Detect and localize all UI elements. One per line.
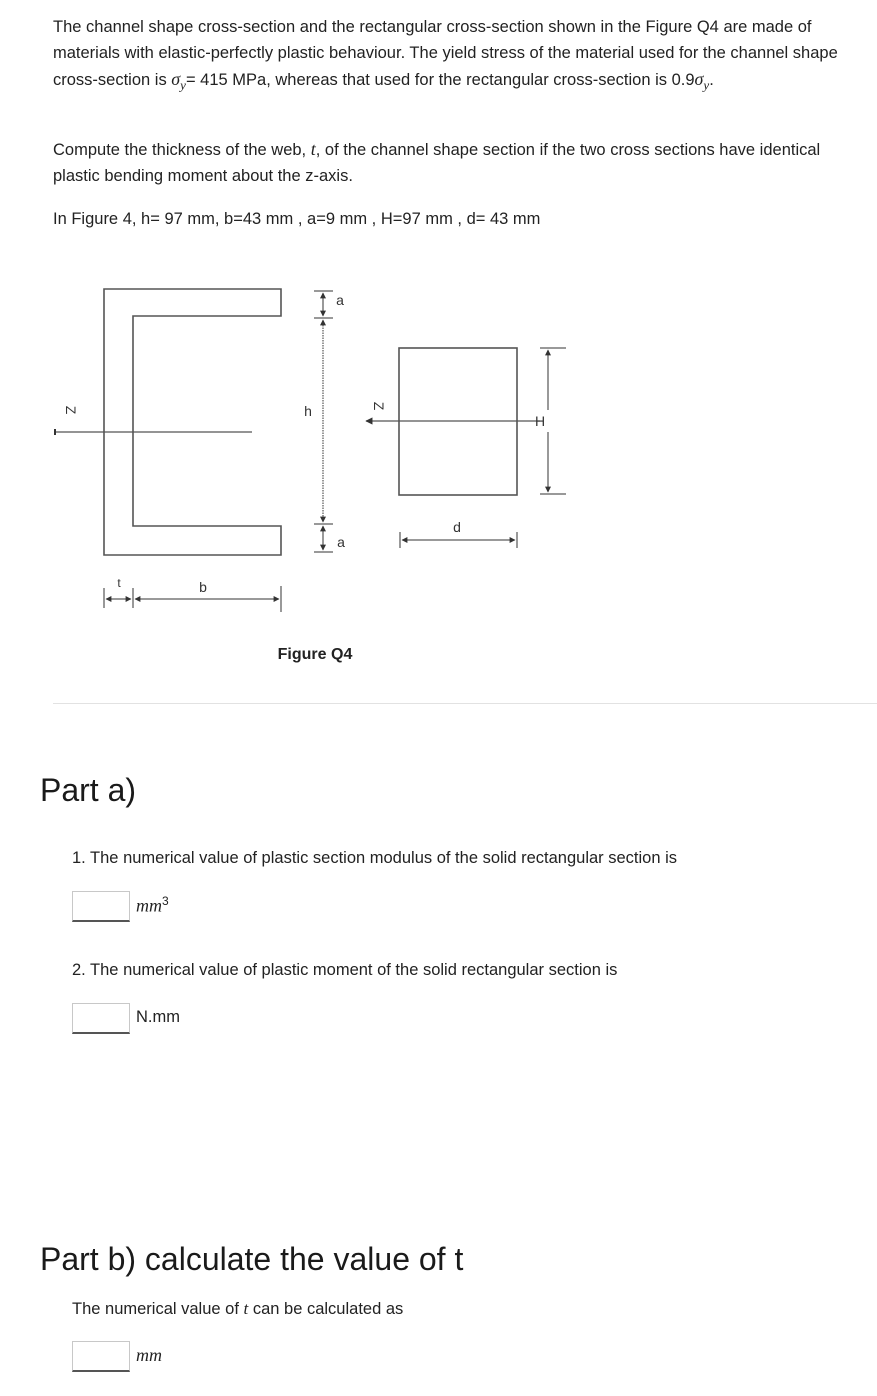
problem-text-2a: Compute the thickness of the web, — [53, 141, 311, 159]
problem-paragraph-2 — [53, 136, 843, 189]
figure-q4 — [0, 270, 877, 670]
q1-unit-base: mm — [136, 895, 162, 916]
section-divider — [53, 703, 877, 704]
problem-text-1b: = 415 MPa, whereas that used for the rectangular cross-section is 0.9 — [185, 71, 695, 89]
part-b-text-b: can be calculated as — [248, 1300, 404, 1318]
part-a-heading: Part a) — [40, 772, 137, 808]
problem-text-2b: , of the channel shape section if the two cross sections have identical plastic bending moment about the z-axis. — [53, 141, 821, 185]
figure-caption: Figure Q4 — [277, 646, 353, 663]
sigma-subscript: y — [703, 77, 710, 93]
plastic-section-modulus-input[interactable] — [72, 891, 130, 922]
problem-dimensions: In Figure 4, h= 97 mm, b=43 mm , a=9 mm , H=97 mm , d= 43 mm — [53, 210, 541, 228]
channel-section — [104, 289, 281, 555]
part-b-t-symbol: t — [243, 1299, 249, 1318]
label-b: b — [199, 579, 207, 595]
part-b-question — [72, 1299, 403, 1319]
q1-unit-exponent: 3 — [162, 894, 169, 908]
thickness-t-input[interactable] — [72, 1341, 130, 1372]
problem-paragraph-3 — [53, 206, 843, 232]
label-a-bottom: a — [337, 534, 345, 550]
problem-text-1a: The channel shape cross-section and the rectangular cross-section shown in the Figure Q4 are made of materials with elastic-perfectly plastic behaviour. The yield stress of the material used for the channel shape cross-section is — [53, 18, 838, 89]
problem-paragraph-1 — [53, 14, 843, 98]
sigma-subscript: y — [180, 77, 186, 93]
z-label-left: Z — [63, 405, 79, 415]
t-symbol: t — [310, 139, 316, 159]
z-label-right: Z — [371, 401, 387, 411]
label-a-top: a — [336, 292, 344, 308]
problem-text-1-end: . — [709, 71, 714, 89]
t-unit: mm — [136, 1345, 162, 1365]
q1-unit — [136, 894, 169, 917]
plastic-moment-input[interactable] — [72, 1003, 130, 1034]
label-h: h — [304, 403, 312, 419]
sigma-symbol: σ — [694, 69, 704, 89]
part-a-question-1: 1. The numerical value of plastic section modulus of the solid rectangular section is — [72, 849, 678, 867]
part-b-heading: Part b) calculate the value of t — [40, 1241, 464, 1277]
label-d: d — [453, 519, 461, 535]
part-a-question-2: 2. The numerical value of plastic moment of the solid rectangular section is — [72, 961, 618, 979]
label-H: H — [534, 413, 546, 429]
label-t: t — [117, 576, 121, 590]
part-b-text-a: The numerical value of — [72, 1300, 244, 1318]
q2-unit: N.mm — [136, 1008, 180, 1026]
sigma-symbol: σ — [171, 69, 181, 89]
